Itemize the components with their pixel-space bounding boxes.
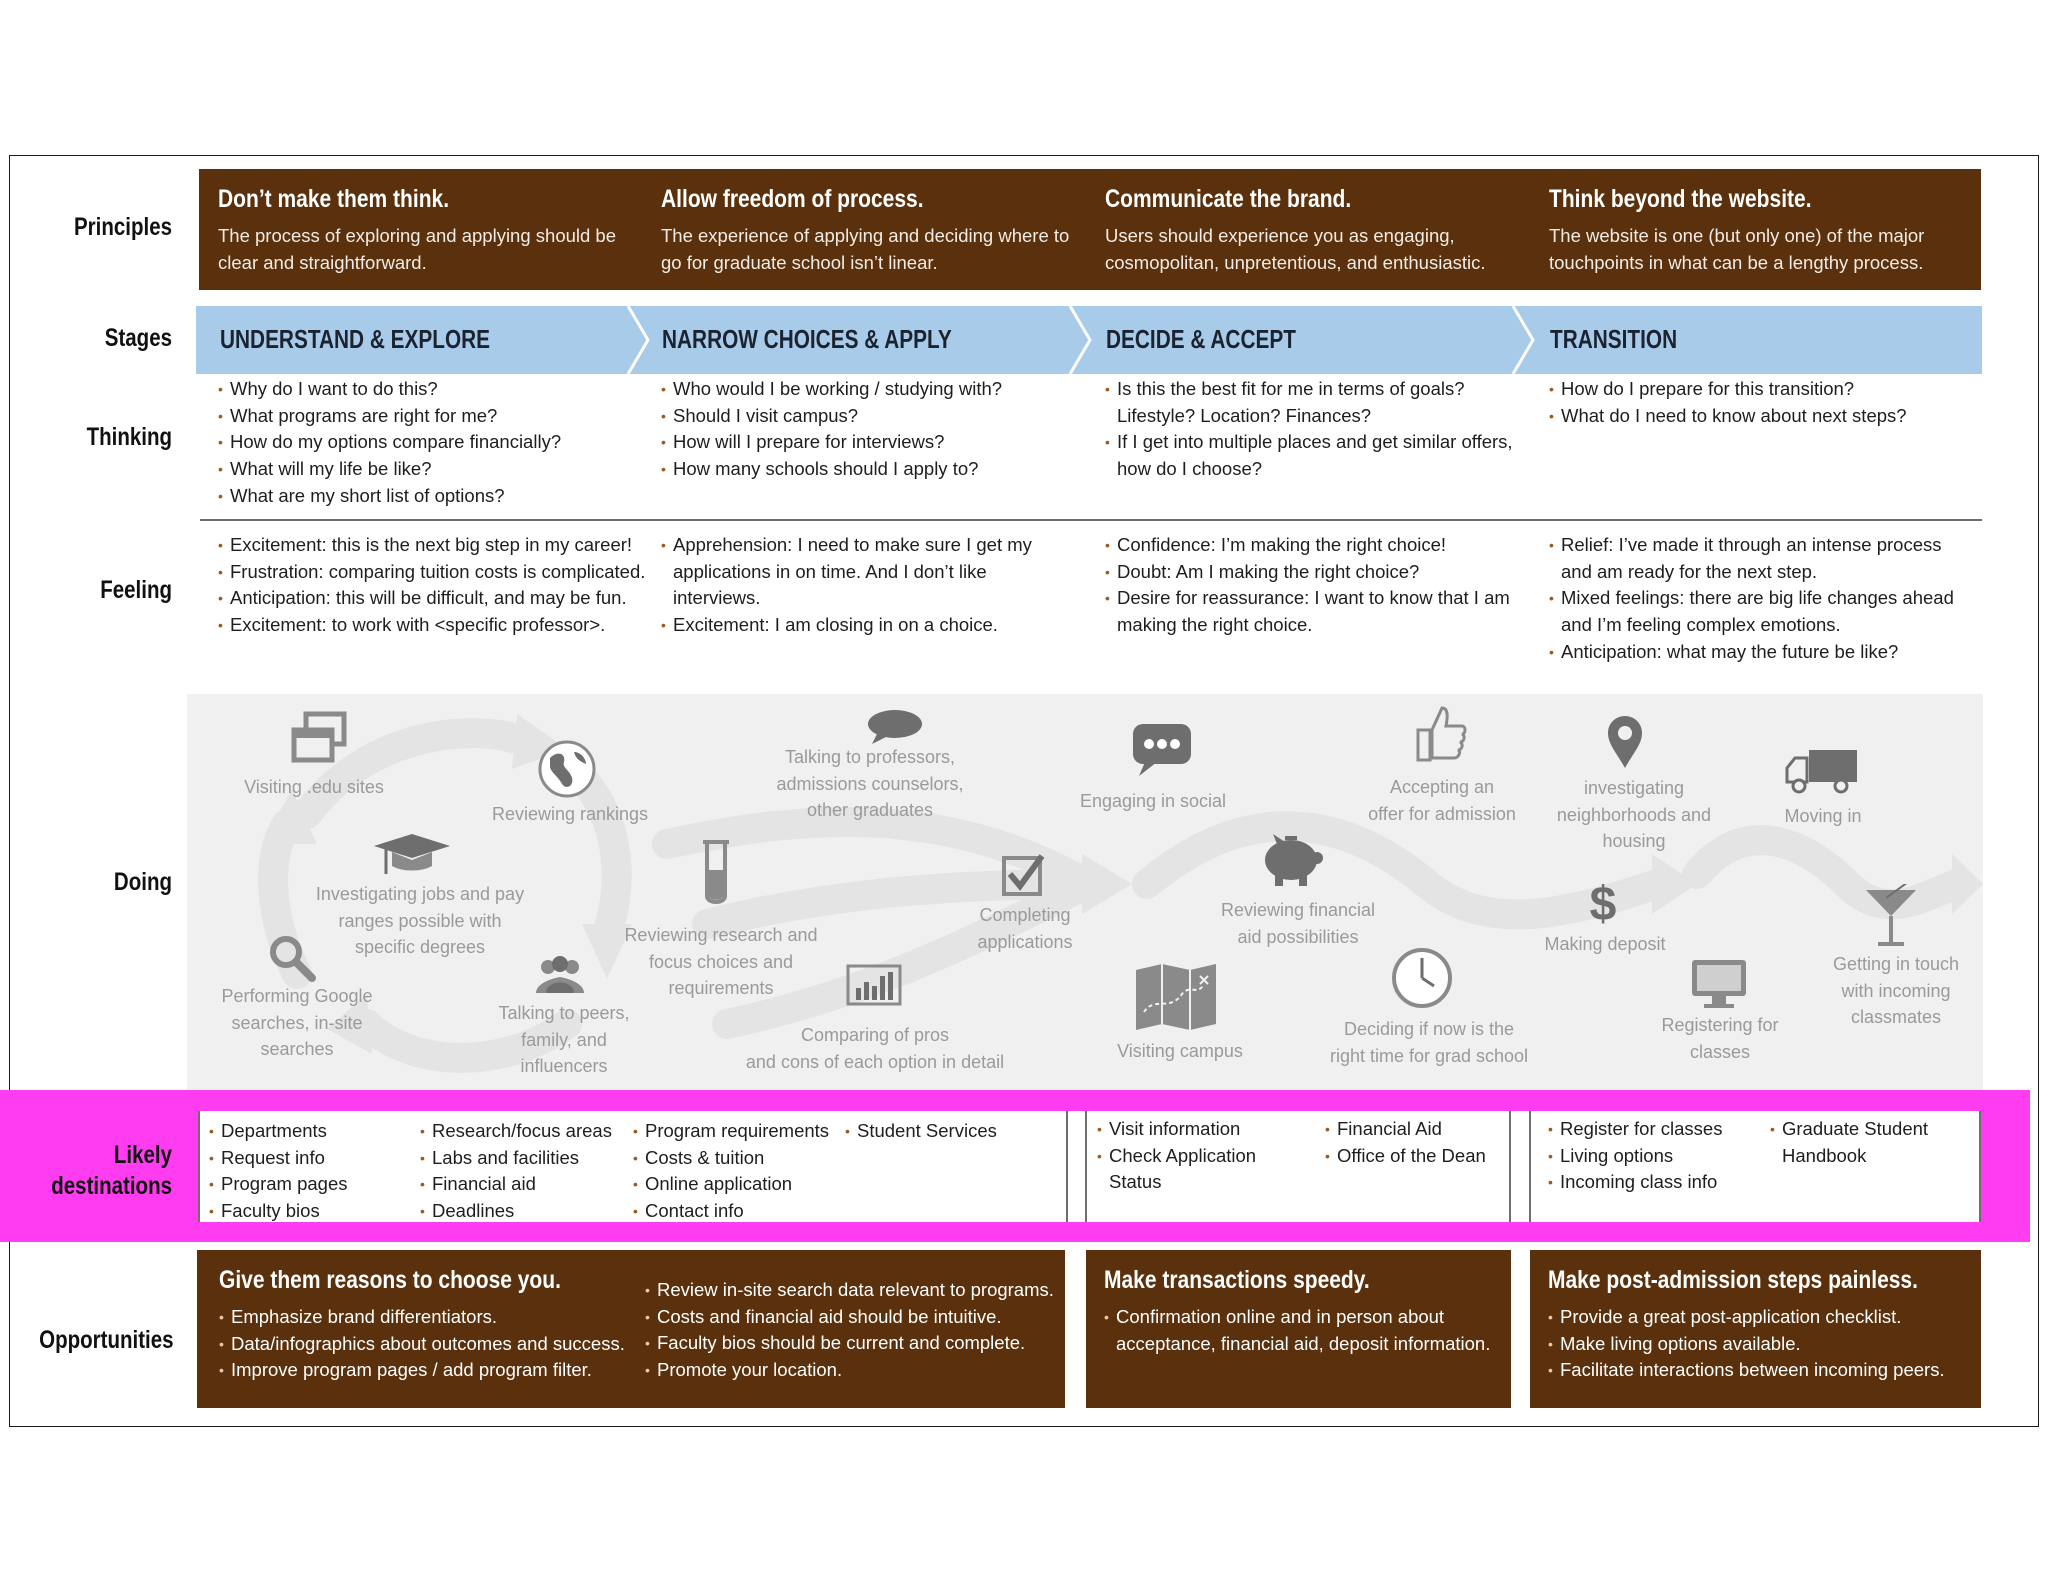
principle-title: Think beyond the website. xyxy=(1549,185,1812,213)
principle-desc: The experience of applying and deciding where to go for graduate school isn’t linear. xyxy=(661,225,1070,273)
people-group-icon xyxy=(530,955,590,995)
list-item: • Apprehension: I need to make sure I get my applications in on time. And I don’t like interviews. xyxy=(661,532,1061,612)
principle-desc: The process of exploring and applying should be clear and straightforward. xyxy=(218,225,617,273)
list-item: • What are my short list of options? xyxy=(218,483,648,510)
principle-desc: Users should experience you as engaging, cosmopolitan, unpretentious, and enthusiastic. xyxy=(1105,225,1486,273)
list-item: • What do I need to know about next steps? xyxy=(1549,403,1969,430)
row-label-opportunities: Opportunities xyxy=(39,1326,174,1354)
thinking-col-4 xyxy=(1549,376,1969,429)
list-item: • Contact info xyxy=(633,1198,849,1225)
row-label-destinations-1: Likely xyxy=(113,1141,172,1169)
test-tube-icon xyxy=(701,838,731,910)
principle-3 xyxy=(1105,185,1525,276)
principle-1 xyxy=(218,185,638,276)
list-item: • Relief: I’ve made it through an intense process and am ready for the next step. xyxy=(1549,532,1969,585)
list-item: • What will my life be like? xyxy=(218,456,648,483)
row-label-feeling: Feeling xyxy=(100,576,172,604)
piggy-bank-icon xyxy=(1257,832,1325,888)
list-item: • Should I visit campus? xyxy=(661,403,1091,430)
row-label-doing: Doing xyxy=(113,868,172,896)
list-item: • If I get into multiple places and get similar offers, how do I choose? xyxy=(1105,429,1520,482)
destinations-s4-col1 xyxy=(1548,1116,1758,1196)
doing-investigating-jobs: Investigating jobs and pay ranges possible with specific degrees xyxy=(315,884,525,957)
divider xyxy=(1509,1111,1511,1222)
list-item: • Check Application Status xyxy=(1097,1143,1312,1196)
destinations-s1-col1 xyxy=(209,1118,414,1225)
list-item: • Deadlines xyxy=(420,1198,632,1225)
graduation-cap-icon xyxy=(372,832,452,882)
divider xyxy=(200,519,1982,521)
list-item: • Request info xyxy=(209,1145,414,1172)
destinations-s1-col2 xyxy=(420,1118,632,1225)
cocktail-glass-icon xyxy=(1864,884,1918,948)
stage-transition: TRANSITION xyxy=(1550,324,1678,354)
list-item: • How will I prepare for interviews? xyxy=(661,429,1091,456)
svg-text:$: $ xyxy=(1589,878,1617,926)
list-item: • Is this the best fit for me in terms of goals? Lifestyle? Location? Finances? xyxy=(1105,376,1520,429)
location-pin-icon xyxy=(1606,714,1644,770)
destinations-s3-col2 xyxy=(1325,1116,1505,1169)
feeling-col-1 xyxy=(218,532,650,639)
list-item: • Why do I want to do this? xyxy=(218,376,648,403)
opportunity-title: Make transactions speedy. xyxy=(1104,1266,1370,1294)
list-item: • Doubt: Am I making the right choice? xyxy=(1105,559,1525,586)
stages-bar xyxy=(196,306,1982,374)
list-item: • Excitement: I am closing in on a choice. xyxy=(661,612,1061,639)
principle-2 xyxy=(661,185,1081,276)
list-item: • Program pages xyxy=(209,1171,414,1198)
stage-narrow-choices-apply: NARROW CHOICES & APPLY xyxy=(662,324,952,354)
doing-making-deposit: Making deposit xyxy=(1544,934,1666,954)
list-item: • Anticipation: this will be difficult, and may be fun. xyxy=(218,585,650,612)
clock-icon xyxy=(1390,946,1454,1010)
divider xyxy=(1085,1111,1087,1222)
thinking-col-2 xyxy=(661,376,1091,483)
list-item: • Emphasize brand differentiators. xyxy=(219,1304,637,1331)
doing-reviewing-financial: Reviewing financial aid possibilities xyxy=(1220,900,1376,947)
checkbox-checked-icon xyxy=(1000,852,1046,898)
list-item: • Improve program pages / add program filter. xyxy=(219,1357,637,1384)
dollar-sign-icon xyxy=(1588,878,1618,926)
doing-performing-google: Performing Google searches, in-site searches xyxy=(221,986,373,1059)
destinations-s4-col2 xyxy=(1770,1116,1970,1169)
moving-truck-icon xyxy=(1785,748,1859,794)
list-item: • Mixed feelings: there are big life changes ahead and I’m feeling complex emotions. xyxy=(1549,585,1969,638)
destinations-s2-col2 xyxy=(845,1118,1055,1145)
stage-decide-accept: DECIDE & ACCEPT xyxy=(1106,324,1296,354)
list-item: • Visit information xyxy=(1097,1116,1312,1143)
list-item: • Excitement: to work with <specific professor>. xyxy=(218,612,650,639)
doing-reviewing-rankings: Reviewing rankings xyxy=(491,804,649,824)
list-item: • Anticipation: what may the future be like? xyxy=(1549,639,1969,666)
list-item: • What programs are right for me? xyxy=(218,403,648,430)
doing-engaging-social: Engaging in social xyxy=(1079,791,1227,811)
row-label-stages: Stages xyxy=(104,324,172,352)
thinking-col-3 xyxy=(1105,376,1520,483)
list-item: • Office of the Dean xyxy=(1325,1143,1505,1170)
feeling-col-2 xyxy=(661,532,1061,639)
folded-map-icon xyxy=(1134,962,1218,1032)
list-item: • Graduate Student Handbook xyxy=(1770,1116,1970,1169)
row-label-principles: Principles xyxy=(74,213,172,241)
list-item: • Program requirements xyxy=(633,1118,849,1145)
divider xyxy=(1529,1111,1531,1222)
bar-chart-icon xyxy=(846,964,902,1006)
destinations-s2-col1 xyxy=(633,1118,849,1225)
divider xyxy=(198,1111,200,1222)
list-item: • How do my options compare financially? xyxy=(218,429,648,456)
list-item: • Confirmation online and in person about acceptance, financial aid, deposit information. xyxy=(1104,1304,1499,1357)
list-item: • Confidence: I’m making the right choice! xyxy=(1105,532,1525,559)
list-item: • Departments xyxy=(209,1118,414,1145)
list-item: • Incoming class info xyxy=(1548,1169,1758,1196)
doing-visiting-edu: Visiting .edu sites xyxy=(244,777,384,797)
divider xyxy=(1066,1111,1068,1222)
thinking-col-1 xyxy=(218,376,648,510)
globe-icon xyxy=(536,738,598,800)
row-label-destinations-2: destinations xyxy=(51,1172,172,1200)
list-item: • Data/infographics about outcomes and success. xyxy=(219,1331,637,1358)
list-item: • Financial Aid xyxy=(1325,1116,1505,1143)
principle-title: Allow freedom of process. xyxy=(661,185,924,213)
list-item: • Provide a great post-application checklist. xyxy=(1548,1304,1969,1331)
list-item: • Costs and financial aid should be intuitive. xyxy=(645,1304,1055,1331)
doing-reviewing-research: Reviewing research and focus choices and requirements xyxy=(624,925,818,998)
list-item: • Costs & tuition xyxy=(633,1145,849,1172)
speech-bubble-icon xyxy=(866,708,924,746)
list-item: • Who would I be working / studying with? xyxy=(661,376,1091,403)
doing-comparing-pros: Comparing of pros and cons of each option in detail xyxy=(745,1025,1005,1072)
list-item: • Financial aid xyxy=(420,1171,632,1198)
opportunity-title: Make post-admission steps painless. xyxy=(1548,1266,1918,1294)
list-item: • How many schools should I apply to? xyxy=(661,456,1091,483)
principle-4 xyxy=(1549,185,1969,276)
list-item: • Excitement: this is the next big step in my career! xyxy=(218,532,650,559)
stage-understand-explore: UNDERSTAND & EXPLORE xyxy=(220,324,491,354)
opportunity-title: Give them reasons to choose you. xyxy=(219,1266,561,1294)
doing-investigating-neighborhoods: investigating neighborhoods and housing xyxy=(1556,778,1712,851)
doing-visiting-campus: Visiting campus xyxy=(1117,1041,1243,1061)
destinations-s3-col1 xyxy=(1097,1116,1312,1196)
doing-registering-classes: Registering for classes xyxy=(1661,1015,1779,1062)
doing-talking-peers: Talking to peers, family, and influencers xyxy=(498,1003,630,1076)
doing-getting-in-touch: Getting in touch with incoming classmates xyxy=(1832,954,1960,1027)
browser-windows-icon xyxy=(290,710,350,766)
doing-accepting-offer: Accepting an offer for admission xyxy=(1368,777,1516,824)
principle-title: Communicate the brand. xyxy=(1105,185,1352,213)
list-item: • How do I prepare for this transition? xyxy=(1549,376,1969,403)
list-item: • Online application xyxy=(633,1171,849,1198)
list-item: • Desire for reassurance: I want to know that I am making the right choice. xyxy=(1105,585,1525,638)
doing-moving-in: Moving in xyxy=(1784,806,1862,826)
feeling-col-3 xyxy=(1105,532,1525,639)
list-item: • Make living options available. xyxy=(1548,1331,1969,1358)
thumbs-up-icon xyxy=(1414,704,1468,766)
opportunity-3 xyxy=(1530,1250,1981,1408)
list-item: • Frustration: comparing tuition costs is complicated. xyxy=(218,559,650,586)
row-label-destinations xyxy=(39,1140,172,1202)
computer-monitor-icon xyxy=(1690,958,1748,1010)
list-item: • Faculty bios should be current and complete. xyxy=(645,1330,1055,1357)
list-item: • Labs and facilities xyxy=(420,1145,632,1172)
list-item: • Review in-site search data relevant to programs. xyxy=(645,1277,1055,1304)
list-item: • Facilitate interactions between incoming peers. xyxy=(1548,1357,1969,1384)
list-item: • Faculty bios xyxy=(209,1198,414,1225)
feeling-col-4 xyxy=(1549,532,1969,666)
chat-dots-icon xyxy=(1131,722,1193,778)
opportunity-1 xyxy=(197,1250,1065,1408)
doing-talking-professors: Talking to professors, admissions counselors, other graduates xyxy=(776,747,964,820)
list-item: • Living options xyxy=(1548,1143,1758,1170)
doing-completing-apps: Completing applications xyxy=(977,905,1073,952)
list-item: • Promote your location. xyxy=(645,1357,1055,1384)
list-item: • Student Services xyxy=(845,1118,1055,1145)
doing-deciding-now: Deciding if now is the right time for grad school xyxy=(1329,1019,1529,1066)
list-item: • Research/focus areas xyxy=(420,1118,632,1145)
principle-title: Don’t make them think. xyxy=(218,185,450,213)
list-item: • Register for classes xyxy=(1548,1116,1758,1143)
principle-desc: The website is one (but only one) of the major touchpoints in what can be a lengthy process. xyxy=(1549,225,1925,273)
divider xyxy=(1979,1111,1981,1222)
opportunity-2 xyxy=(1086,1250,1511,1408)
row-label-thinking: Thinking xyxy=(86,423,172,451)
